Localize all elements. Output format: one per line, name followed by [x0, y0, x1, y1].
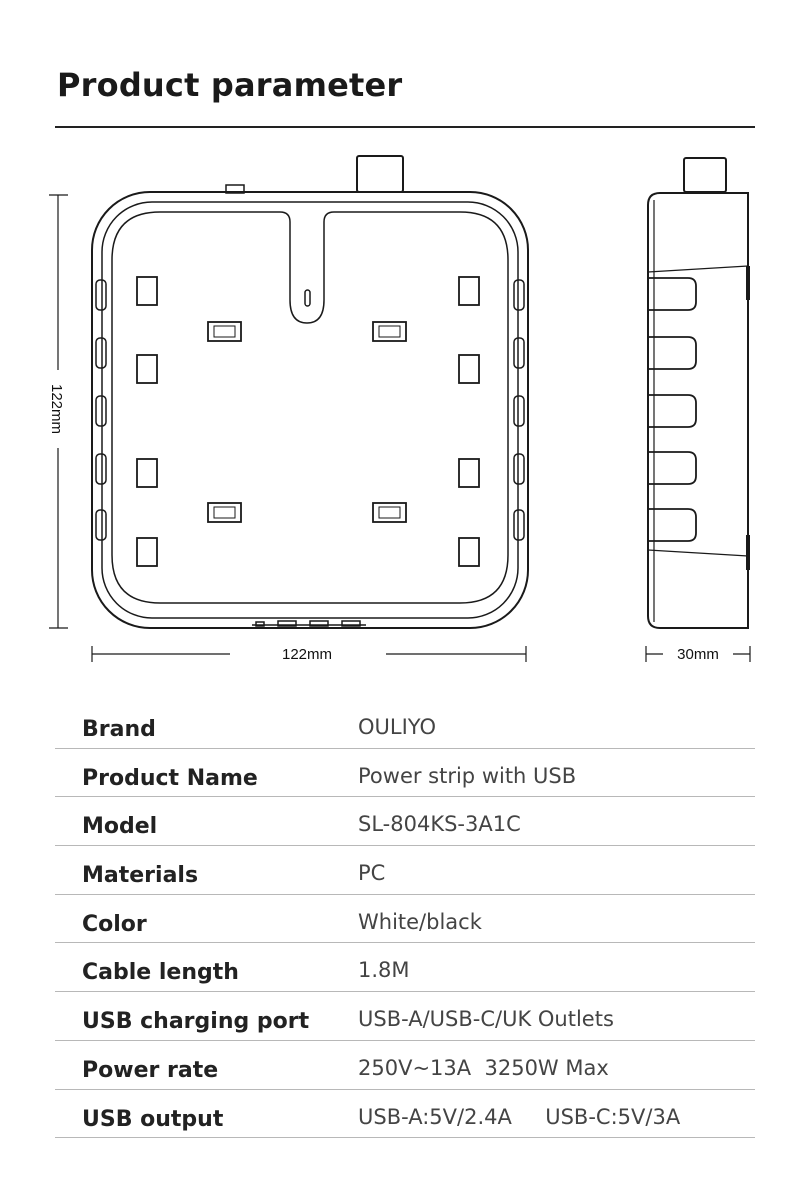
spec-label: USB charging port: [82, 1009, 310, 1035]
spec-row-brand: [55, 700, 755, 749]
spec-row-power-rate: [55, 1041, 755, 1090]
spec-row-model: [55, 797, 755, 846]
spec-row-color: [55, 895, 755, 944]
side-view: [648, 158, 748, 628]
spec-value: PC: [358, 861, 386, 886]
spec-label: Materials: [82, 863, 199, 889]
spec-value: USB-A:5V/2.4A USB-C:5V/3A: [358, 1104, 681, 1129]
spec-value: 250V~13A 3250W Max: [358, 1055, 609, 1080]
spec-row-cable-length: [55, 943, 755, 992]
width-dimension-label: 122mm: [281, 646, 333, 663]
spec-label: USB output: [82, 1106, 224, 1132]
spec-label: Color: [82, 911, 147, 937]
spec-value: Power strip with USB: [358, 763, 577, 788]
spec-label: Product Name: [82, 765, 258, 791]
spec-row-product-name: [55, 749, 755, 798]
height-dimension-label: 122mm: [48, 383, 65, 435]
spec-table: [55, 700, 755, 1138]
spec-row-materials: [55, 846, 755, 895]
power-button-top: [357, 156, 403, 192]
led-indicator: [305, 290, 310, 306]
page-title: Product parameter: [57, 66, 403, 104]
spec-label: Cable length: [82, 960, 239, 986]
depth-dimension-label: 30mm: [677, 646, 719, 663]
spec-label: Brand: [82, 717, 156, 742]
spec-row-usb-charging-port: [55, 992, 755, 1041]
spec-value: White/black: [358, 909, 482, 934]
usb-ports: [252, 621, 366, 626]
front-view: [92, 156, 528, 628]
outlet-slots: [137, 277, 479, 566]
spec-value: SL-804KS-3A1C: [358, 812, 521, 837]
title-divider: [55, 126, 755, 128]
side-plug-tabs: [648, 278, 696, 541]
spec-value: OULIYO: [358, 715, 437, 739]
face-panel: [112, 212, 508, 603]
spec-label: Model: [82, 814, 158, 840]
spec-row-usb-output: [55, 1090, 755, 1139]
spec-label: Power rate: [82, 1057, 219, 1083]
spec-value: 1.8M: [358, 958, 410, 983]
spec-value: USB-A/USB-C/UK Outlets: [358, 1007, 614, 1032]
product-dimension-drawing: [0, 140, 800, 680]
earth-slots: [208, 322, 406, 522]
